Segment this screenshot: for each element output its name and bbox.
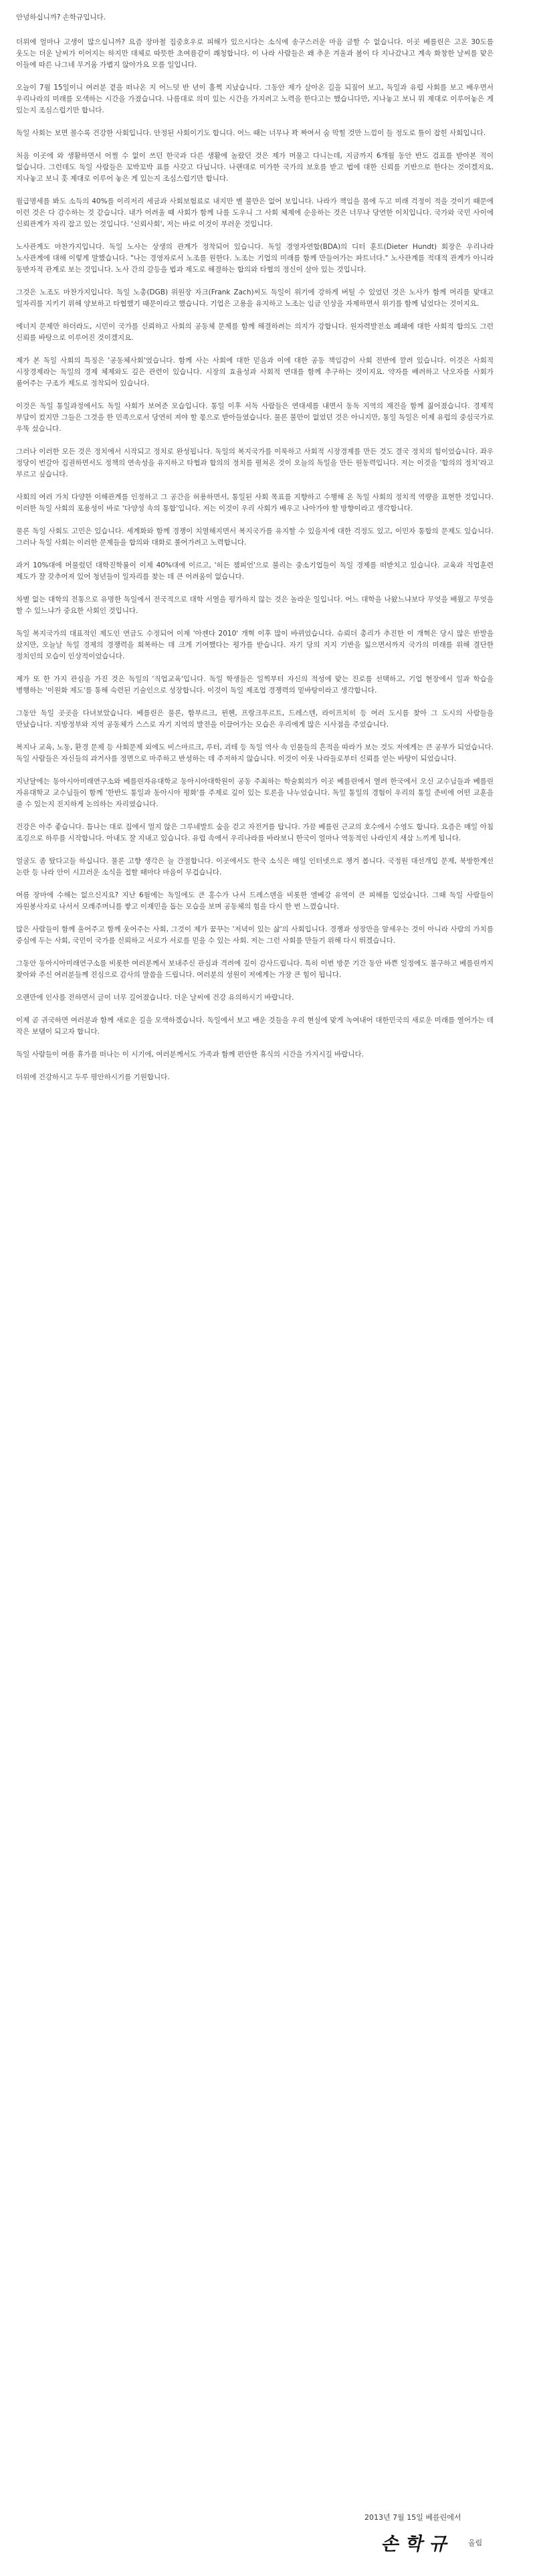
paragraph: 얼굴도 좀 탔다고들 하십니다. 물론 고향 생각은 늘 간절합니다. 이곳에서도 한국 소식은 매일 인터넷으로 챙겨 봅니다. 국정원 대선개입 문제, 북방한계선 논란 등 나라 안이 시끄러운 소식을 접할 때마다 마음이 무겁습니다.: [16, 857, 494, 877]
paragraph: 처음 이곳에 와 생활하면서 어쩔 수 없이 쓰던 한국과 다른 생활에 놀랐던 것은 제가 머물고 다니는데, 지금까지 6개월 동안 반도 검표를 받아본 적이 없습니다. 그런데도 독일 사람들은 꼬박꼬박 표를 사갖고 다닙니다. 나랜대로 미가한 국가의 보호를 받고 법에 대한 신뢰를 기반으로 한다는 것이겠지요. 지나놓고 보니 훗 제대로 이루어 놓은 게 있는지 조심스럽기만 합니다.: [16, 152, 494, 183]
paragraph: 이제 곧 귀국하면 여러분과 함께 새로운 길을 모색하겠습니다. 독일에서 보고 배운 것들을 우리 현실에 맞게 녹여내어 대한민국의 새로운 미래를 열어가는 데 작은 보탬이 되고자 합니다.: [16, 1016, 494, 1036]
paragraph: 독일 사회는 보면 볼수록 건강한 사회입니다. 안정된 사회이기도 합니다. 어느 때는 너무나 꽉 짜여서 숨 막힐 것만 느낌이 들 정도로 틀이 잡힌 사회입니다.: [16, 129, 486, 137]
paragraph: 과거 10%대에 머물렀던 대학진학률이 이제 40%대에 이르고, '히든 챔피언'으로 불리는 중소기업들이 독일 경제를 떠받치고 있습니다. 교육과 직업훈련 제도가 잘 갖추어져 있어 청년들이 일자리를 찾는 데 큰 어려움이 없습니다.: [16, 561, 494, 581]
paragraph: 제가 또 한 가지 관심을 가진 것은 독일의 '직업교육'입니다. 독일 학생들은 일찍부터 자신의 적성에 맞는 진로를 선택하고, 기업 현장에서 일과 학습을 병행하는 '이원화 제도'를 통해 숙련된 기술인으로 성장합니다. 이것이 독일 제조업 경쟁력의 밑바탕이라고 생각합니다.: [16, 675, 494, 695]
paragraph: 에너지 문제만 하더라도, 시민이 국가를 신뢰하고 사회의 공동체 문제를 함께 해결하려는 의지가 강합니다. 원자력발전소 폐쇄에 대한 사회적 합의도 그런 신뢰를 바탕으로 이루어진 것이겠지요.: [16, 323, 494, 342]
paragraph: 물론 독일 사회도 고민은 있습니다. 세계화와 함께 경쟁이 치열해지면서 복지국가를 유지할 수 있을지에 대한 걱정도 있고, 이민자 통합의 문제도 있습니다. 그러나 독일 사회는 이러한 문제들을 합의와 대화로 풀어가려고 노력합니다.: [16, 527, 494, 547]
signature: 손학규: [380, 2534, 457, 2555]
paragraph: 이것은 독일 통일과정에서도 독일 사회가 보여준 모습입니다. 통일 이후 서독 사람들은 연대세를 내면서 동독 지역의 재건을 함께 짊어졌습니다. 경제적 부담이 컸지만 그들은 그것을 한 민족으로서 당연히 져야 할 몫으로 받아들였습니다. 물론 불만이 없었던 것은 아니지만, 통일 독일은 이제 유럽의 중심국가로 우뚝 섰습니다.: [16, 402, 494, 433]
paragraph: 여름 장마에 수해는 없으신지요? 지난 6월에는 독일에도 큰 홍수가 나서 드레스덴을 비롯한 엘베강 유역이 큰 피해를 입었습니다. 그때 독일 사람들이 자원봉사자로 나서서 모래주머니를 쌓고 이재민을 돕는 모습을 보며 공동체의 힘을 다시 한 번 느꼈습니다.: [16, 891, 494, 911]
paragraph: 그동안 독일 곳곳을 다녀보았습니다. 베를린은 물론, 함부르크, 뮌헨, 프랑크푸르트, 드레스덴, 라이프치히 등 여러 도시를 찾아 그 도시의 사람들을 만났습니다. 지방정부와 지역 공동체가 스스로 자기 지역의 발전을 이끌어가는 모습은 우리에게 많은 시사점을 주었습니다.: [16, 709, 494, 729]
paragraph: 그것은 노조도 마찬가지입니다. 독일 노총(DGB) 위원장 자크(Frank Zach)씨도 독일이 위기에 강하게 버틸 수 있었던 것은 노사가 함께 머리를 맞대고 일자리를 지키기 위해 양보하고 타협했기 때문이라고 했습니다. 기업은 고용을 유지하고 노조는 임금 인상을 자제하면서 위기를 함께 넘었다는 것이지요.: [16, 288, 494, 308]
paragraph: 지난달에는 동아시아미래연구소와 베를린자유대학교 동아시아대학원이 공동 주최하는 학술회의가 이곳 베를린에서 열려 한국에서 오신 교수님들과 베를린 자유대학교 교수님들이 함께 '한반도 통일과 동아시아 평화'를 주제로 깊이 있는 토론을 나누었습니다. 독일 통일의 경험이 우리의 통일 준비에 어떤 교훈을 줄 수 있는지 진지하게 논의하는 자리였습니다.: [16, 777, 494, 808]
greeting: 안녕하십니까? 손학규입니다.: [16, 13, 106, 21]
letter-body: [16, 12, 494, 1095]
closing-block: [0, 2512, 535, 2565]
paragraph: 오랜만에 인사를 전하면서 글이 너무 길어졌습니다. 더운 날씨에 건강 유의하시기 바랍니다.: [16, 994, 294, 1002]
paragraph: 독일 사람들이 여름 휴가를 떠나는 이 시기에, 여러분께서도 가족과 함께 편안한 휴식의 시간을 가지시길 바랍니다.: [16, 1050, 364, 1059]
paragraph: 오늘이 7월 15일이니 여러분 곁을 떠나온 지 어느덧 반 년이 훌쩍 지났습니다. 그동안 제가 살아온 길을 되짚어 보고, 독일과 유럽 사회를 보고 배우면서 우리나라의 미래를 모색하는 시간을 가졌습니다. 나름대로 의미 있는 시간을 가지려고 노력을 한다고는 했습니다만, 지나놓고 보니 뭐 제대로 이루어놓은 게 있는지 조심스럽기만 합니다.: [16, 84, 494, 114]
closing-date-line: 2013년 7월 15일 베를린에서: [364, 2513, 461, 2522]
paragraph: 차별 없는 대학의 전통으로 유명한 독일에서 전국적으로 대학 서열을 평가하지 않는 것은 놀라운 일입니다. 어느 대학을 나왔느냐보다 무엇을 배웠고 무엇을 할 수 있느냐가 중요한 사회인 것입니다.: [16, 595, 494, 615]
paragraph: 제가 본 독일 사회의 특징은 '공동체사회'였습니다. 함께 사는 사회에 대한 믿음과 이에 대한 공동 책임감이 사회 전반에 깔려 있습니다. 이것은 사회적 시장경제라는 독일의 경제 체제와도 깊은 관련이 있습니다. 시장의 효율성과 사회적 연대를 함께 추구하는 것이지요. 약자를 배려하고 낙오자를 사회가 품어주는 구조가 제도로 정착되어 있습니다.: [16, 357, 494, 387]
paragraph: 복지나 교육, 노동, 환경 문제 등 사회문제 외에도 비스마르크, 루터, 괴테 등 독일 역사 속 인물들의 흔적을 따라가 보는 것도 저에게는 큰 공부가 되었습니다. 독일 사람들은 자신들의 과거사를 정면으로 마주하고 반성하는 데 주저하지 않습니다. 이것이 이웃 나라들로부터 신뢰를 얻는 바탕이 되었습니다.: [16, 743, 494, 763]
paragraph: 더위에 건강하시고 두루 평안하시기를 기원합니다.: [16, 1073, 170, 1081]
paragraph: 노사관계도 마찬가지입니다. 독일 노사는 상생의 관계가 정착되어 있습니다. 독일 경영자연합(BDA)의 디터 훈트(Dieter Hundt) 회장은 우리나라 노사관계에 대해 이렇게 말했습니다. "나는 경영자로서 노조를 원한다. 노조는 기업의 미래를 함께 만들어가는 파트너다." 노사관계를 적대적 관계가 아니라 동반자적 관계로 보는 것입니다. 노사 간의 갈등을 법과 제도로 해결하는 합의와 타협의 정신이 살아 있는 것입니다.: [16, 243, 494, 274]
paragraph: 그러나 이러한 모든 것은 정치에서 시작되고 정치로 완성됩니다. 독일의 복지국가를 이룩하고 사회적 시장경제를 만든 것도 결국 정치의 힘이었습니다. 좌우 정당이 번갈아 집권하면서도 정책의 연속성을 유지하고 타협과 합의의 정치를 펼쳐온 것이 오늘의 독일을 만든 원동력입니다. 저는 이것을 '합의의 정치'라고 부르고 싶습니다.: [16, 448, 494, 478]
paragraph: 그동안 동아시아미래연구소를 비롯한 여러분께서 보내주신 관심과 격려에 깊이 감사드립니다. 특히 이번 방문 기간 동안 바쁜 일정에도 불구하고 베를린까지 찾아와 주신 여러분들께 진심으로 감사의 말씀을 드립니다. 여러분의 성원이 저에게는 가장 큰 힘이 됩니다.: [16, 959, 494, 979]
paragraph: 더위에 얼마나 고생이 많으십니까? 요즘 장마철 집중호우로 피해가 있으시다는 소식에 송구스러운 마음 금할 수 없습니다. 이곳 베를린은 고온 30도를 웃도는 더운 날씨가 이어지는 하지만 대체로 따뜻한 초여름같이 쾌청합니다. 이 나라 사람들은 왜 추운 겨울과 봄이 다 지나갔냐고 계속 화창한 날씨를 맞은 이들에 따른 나그네 무거움 가볍지 않아가요 모를 일입니다.: [16, 38, 494, 69]
signature-title: 올림: [468, 2539, 483, 2547]
paragraph: 사회의 여러 가치 다양한 이해관계를 인정하고 그 공간을 허용하면서, 통일된 사회 목표를 지향하고 수행해 온 독일 사회의 정치적 역량을 표현한 것입니다. 이러한 독일 사회의 포용성이 바로 '다양성 속의 통합'입니다. 저는 이것이 우리 사회가 배우고 나아가야 할 방향이라고 생각합니다.: [16, 493, 494, 513]
paragraph: 건강은 아주 좋습니다. 틈나는 대로 집에서 멀지 않은 그루네발트 숲을 걷고 자전거를 탑니다. 가끔 베를린 근교의 호수에서 수영도 합니다. 요즘은 매일 아침 조깅으로 하루를 시작합니다. 아내도 잘 지내고 있습니다. 유럽 속에서 우리나라를 바라보니 한국이 얼마나 역동적인 나라인지 새삼 느끼게 됩니다.: [16, 823, 494, 842]
paragraph: 많은 사람들이 함께 울어주고 함께 웃어주는 사회, 그것이 제가 꿈꾸는 '저녁이 있는 삶'의 사회입니다. 경쟁과 성장만을 앞세우는 것이 아니라 사람의 가치를 중심에 두는 사회, 국민이 국가를 신뢰하고 서로가 서로를 믿을 수 있는 사회. 저는 그런 사회를 만들기 위해 다시 뛰겠습니다.: [16, 925, 494, 945]
paragraph: 독일 복지국가의 대표적인 제도인 연금도 수정되어 이제 '아젠다 2010' 개혁 이후 많이 바뀌었습니다. 슈뢰더 총리가 추진한 이 개혁은 당시 많은 반발을 샀지만, 오늘날 독일 경제의 경쟁력을 회복하는 데 크게 기여했다는 평가를 받습니다. 자기 당의 지지 기반을 잃으면서까지 국가의 미래를 위해 결단한 정치인의 모습이 인상적이었습니다.: [16, 630, 494, 660]
paragraph: 월급명세를 봐도 소득의 40%를 이리저리 세금과 사회보험료로 내지만 별 불만은 없어 보입니다. 나라가 책임을 몸에 두고 미래 걱정이 적을 것이기 때문에 이런 것은 다 감수하는 것 같습니다. 내가 어려울 때 사회가 함께 나를 도우니 그 사회 체제에 순응하는 것은 너무나 당연한 이치입니다. 국가와 국민 사이에 신뢰관계가 자리 잡고 있는 것입니다. '신뢰사회', 저는 바로 이것이 부러운 것입니다.: [16, 197, 494, 228]
